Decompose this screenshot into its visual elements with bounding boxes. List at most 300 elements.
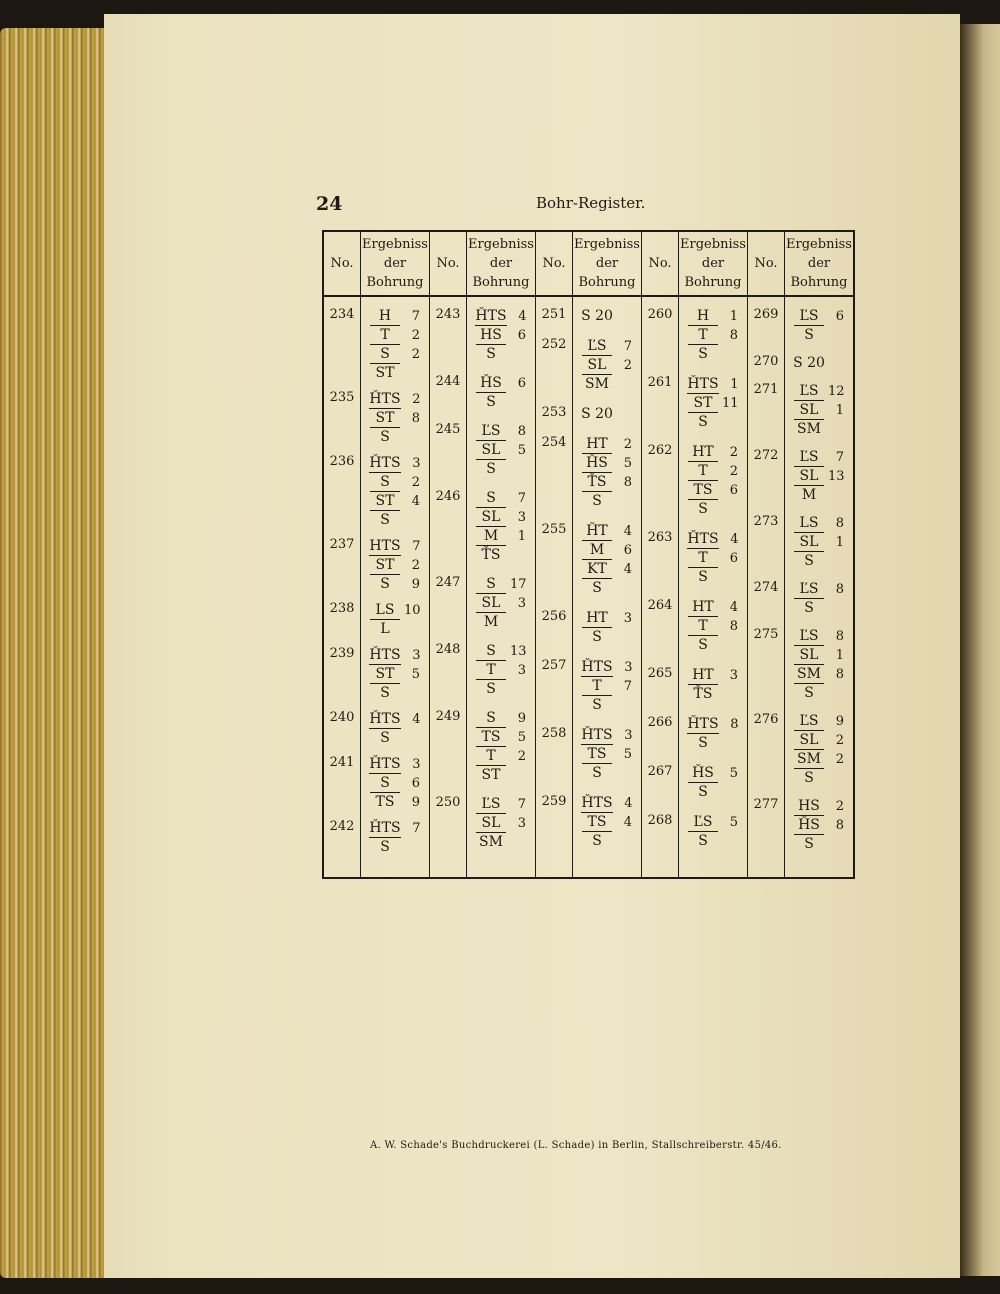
layer-code: H xyxy=(370,307,400,326)
layer-depth: 7 xyxy=(835,450,844,465)
layer-depth xyxy=(616,764,632,783)
layer-code: S xyxy=(476,709,506,728)
layer-code: ȞT xyxy=(582,522,612,541)
result-line xyxy=(361,511,429,530)
layer-depth: 3 xyxy=(412,757,421,772)
register-entry xyxy=(642,598,747,655)
layer-code: S xyxy=(380,730,390,746)
result-line xyxy=(679,326,747,345)
layer-code: ST xyxy=(370,492,400,511)
layer-depth xyxy=(616,579,632,598)
page-number: 24 xyxy=(316,193,343,215)
layer-code: S xyxy=(370,345,400,364)
layer-depth: 1 xyxy=(835,648,844,663)
layer-code: S xyxy=(380,512,390,528)
layer-depth xyxy=(404,428,420,447)
result-line xyxy=(573,658,641,677)
layer-depth: 4 xyxy=(623,524,632,539)
entry-number: 260 xyxy=(647,307,673,322)
layer-code: S xyxy=(380,685,390,701)
layer-depth: 7 xyxy=(517,797,526,812)
layer-code: TS xyxy=(582,745,612,764)
result-line xyxy=(361,473,429,492)
layer-code: ȞTS xyxy=(581,659,613,675)
layer-code: ȞTS xyxy=(369,756,401,772)
entry-number: 259 xyxy=(541,794,567,809)
entry-number: 255 xyxy=(541,522,567,537)
result-line xyxy=(361,537,429,556)
layer-depth xyxy=(616,628,632,647)
layer-depth: 3 xyxy=(517,510,526,525)
entry-number: 237 xyxy=(329,537,355,552)
layer-code: SL xyxy=(794,646,824,665)
layer-depth: 6 xyxy=(623,543,632,558)
result-line xyxy=(785,665,853,684)
layer-depth xyxy=(510,393,526,412)
layer-code: TS xyxy=(476,728,506,747)
layer-depth: 4 xyxy=(411,494,420,509)
layer-code: ST xyxy=(481,767,501,783)
register-entry xyxy=(430,489,535,565)
layer-code: SM xyxy=(794,665,824,684)
layer-code: HT xyxy=(688,598,718,617)
layer-depth: 3 xyxy=(624,660,633,675)
register-entry xyxy=(430,422,535,479)
layer-code: ST xyxy=(688,394,718,413)
result-line xyxy=(467,393,535,412)
layer-depth xyxy=(617,307,633,326)
result-line xyxy=(785,731,853,750)
layer-depth: 2 xyxy=(729,464,738,479)
layer-depth: 6 xyxy=(517,376,526,391)
register-column xyxy=(430,296,536,878)
result-line xyxy=(679,549,747,568)
layer-code: LS xyxy=(370,601,400,620)
facing-page-edge xyxy=(960,24,1000,1276)
result-line xyxy=(785,627,853,646)
result-line xyxy=(573,541,641,560)
result-line xyxy=(785,552,853,571)
result-line xyxy=(573,375,641,394)
layer-depth: 2 xyxy=(835,799,844,814)
register-entry xyxy=(430,709,535,785)
layer-depth: 4 xyxy=(730,532,739,547)
result-line xyxy=(679,636,747,655)
result-line xyxy=(361,345,429,364)
register-entry xyxy=(324,537,429,594)
layer-depth: 6 xyxy=(411,776,420,791)
layer-depth xyxy=(722,568,738,587)
result-line xyxy=(679,443,747,462)
layer-depth: 5 xyxy=(623,456,632,471)
layer-code: S xyxy=(380,429,390,445)
result-line xyxy=(785,514,853,533)
layer-depth: 8 xyxy=(623,475,632,490)
header-no: No. xyxy=(642,231,679,296)
layer-code: S xyxy=(804,553,814,569)
result-line xyxy=(361,307,429,326)
layer-depth: 4 xyxy=(412,712,421,727)
entry-number: 269 xyxy=(753,307,779,322)
layer-depth: 7 xyxy=(517,491,526,506)
layer-depth xyxy=(722,783,738,802)
layer-code: S xyxy=(804,836,814,852)
layer-code: ŤS xyxy=(582,473,612,492)
layer-code: S xyxy=(592,493,602,509)
register-entry xyxy=(536,794,641,851)
layer-depth: 8 xyxy=(729,619,738,634)
header-result: Ergebniss der Bohrung xyxy=(361,231,430,296)
layer-code: SL xyxy=(582,356,612,375)
layer-depth: 4 xyxy=(729,600,738,615)
result-line xyxy=(467,527,535,546)
layer-depth xyxy=(510,613,526,632)
result-line xyxy=(679,345,747,364)
layer-code: S xyxy=(370,473,400,492)
layer-depth: 3 xyxy=(517,663,526,678)
layer-code: TS xyxy=(582,813,612,832)
layer-code: S xyxy=(486,681,496,697)
layer-depth xyxy=(722,413,738,432)
layer-code: ȞTS xyxy=(687,376,719,392)
register-entry xyxy=(748,307,853,345)
result-line xyxy=(573,794,641,813)
result-line xyxy=(573,579,641,598)
result-line xyxy=(679,715,747,734)
register-column xyxy=(642,296,748,878)
entry-number: 246 xyxy=(435,489,461,504)
layer-code: S 20 xyxy=(581,308,613,324)
layer-code: M xyxy=(801,487,817,503)
layer-depth xyxy=(828,769,844,788)
entry-number: 275 xyxy=(753,627,779,642)
layer-depth xyxy=(722,685,738,704)
layer-depth xyxy=(404,620,420,639)
layer-depth xyxy=(616,832,632,851)
layer-code: HT xyxy=(582,609,612,628)
entry-number: 239 xyxy=(329,646,355,661)
layer-code: S xyxy=(698,569,708,585)
result-line xyxy=(785,307,853,326)
entry-number: 238 xyxy=(329,601,355,616)
layer-depth: 5 xyxy=(517,730,526,745)
layer-code: SM xyxy=(794,750,824,769)
layer-depth: 13 xyxy=(510,644,527,659)
layer-code: ȞTS xyxy=(687,716,719,732)
result-line xyxy=(361,390,429,409)
layer-depth xyxy=(722,500,738,519)
result-line xyxy=(573,764,641,783)
layer-code: S xyxy=(592,697,602,713)
layer-code: SL xyxy=(476,441,506,460)
layer-code: L xyxy=(380,621,390,637)
entry-number: 236 xyxy=(329,454,355,469)
layer-code: ĽS xyxy=(476,422,506,441)
layer-depth xyxy=(510,345,526,364)
layer-depth xyxy=(828,552,844,571)
entry-number: 276 xyxy=(753,712,779,727)
layer-code: ĽS xyxy=(794,382,824,401)
layer-depth: 8 xyxy=(730,717,739,732)
entry-number: 274 xyxy=(753,580,779,595)
result-line xyxy=(573,832,641,851)
layer-code: ŤS xyxy=(481,547,501,563)
register-entry xyxy=(748,712,853,788)
layer-code: S xyxy=(592,580,602,596)
entry-number: 241 xyxy=(329,755,355,770)
layer-code: S xyxy=(476,575,506,594)
layer-code: ĽS xyxy=(794,580,824,599)
layer-depth: 6 xyxy=(517,328,526,343)
layer-depth: 3 xyxy=(623,611,632,626)
layer-code: M xyxy=(483,614,499,630)
book-page-edges xyxy=(0,28,112,1278)
result-line xyxy=(679,462,747,481)
layer-depth xyxy=(722,734,738,753)
layer-depth: 4 xyxy=(518,309,527,324)
register-entry xyxy=(642,443,747,519)
entry-number: 240 xyxy=(329,710,355,725)
layer-code: S xyxy=(486,394,496,410)
register-column xyxy=(536,296,642,878)
entry-number: 258 xyxy=(541,726,567,741)
result-line xyxy=(573,356,641,375)
entry-number: 273 xyxy=(753,514,779,529)
layer-code: SL xyxy=(794,467,824,486)
result-line xyxy=(467,489,535,508)
layer-depth xyxy=(510,766,526,785)
layer-depth: 8 xyxy=(835,629,844,644)
layer-depth xyxy=(510,460,526,479)
result-line xyxy=(361,409,429,428)
layer-code: HT xyxy=(582,435,612,454)
result-line xyxy=(785,354,853,373)
entry-number: 253 xyxy=(541,405,567,420)
result-line xyxy=(361,774,429,793)
layer-code: S xyxy=(698,833,708,849)
layer-code: S xyxy=(804,770,814,786)
register-entry xyxy=(430,642,535,699)
layer-depth: 2 xyxy=(623,437,632,452)
result-line xyxy=(785,467,853,486)
layer-depth xyxy=(617,405,633,424)
result-line xyxy=(679,666,747,685)
layer-depth xyxy=(404,364,420,383)
layer-code: S xyxy=(592,765,602,781)
layer-code: T xyxy=(476,747,506,766)
result-line xyxy=(573,813,641,832)
result-line xyxy=(361,665,429,684)
running-head: Bohr-Register. xyxy=(536,194,646,212)
layer-depth: 9 xyxy=(835,714,844,729)
layer-code: KT xyxy=(582,560,612,579)
layer-code: TS xyxy=(688,481,718,500)
layer-code: T xyxy=(370,326,400,345)
result-line xyxy=(785,835,853,854)
result-line xyxy=(467,642,535,661)
layer-depth: 11 xyxy=(722,396,739,411)
layer-depth: 3 xyxy=(412,648,421,663)
register-entry xyxy=(748,514,853,571)
register-entry xyxy=(748,580,853,618)
entry-number: 247 xyxy=(435,575,461,590)
result-line xyxy=(573,492,641,511)
result-line xyxy=(467,728,535,747)
result-line xyxy=(679,832,747,851)
register-entry xyxy=(642,715,747,753)
layer-code: T xyxy=(688,326,718,345)
result-line xyxy=(361,601,429,620)
layer-code: ȞS xyxy=(794,816,824,835)
layer-code: HS xyxy=(794,797,824,816)
layer-code: SM xyxy=(797,421,821,437)
result-line xyxy=(785,769,853,788)
layer-depth: 7 xyxy=(623,679,632,694)
layer-code: SM xyxy=(479,834,503,850)
layer-code: S xyxy=(698,735,708,751)
layer-code: HS xyxy=(476,326,506,345)
layer-code: S xyxy=(698,784,708,800)
layer-depth: 1 xyxy=(835,535,844,550)
layer-code: M xyxy=(582,541,612,560)
entry-number: 249 xyxy=(435,709,461,724)
layer-code: S xyxy=(486,461,496,477)
result-line xyxy=(785,401,853,420)
layer-depth xyxy=(828,486,844,505)
layer-depth: 2 xyxy=(729,445,738,460)
layer-depth: 2 xyxy=(412,392,421,407)
result-line xyxy=(679,598,747,617)
entry-number: 235 xyxy=(329,390,355,405)
layer-code: ST xyxy=(370,556,400,575)
entry-number: 265 xyxy=(647,666,673,681)
layer-code: S xyxy=(592,629,602,645)
layer-code: LS xyxy=(794,514,824,533)
layer-code: HT xyxy=(688,443,718,462)
layer-depth: 8 xyxy=(835,516,844,531)
layer-code: ŤS xyxy=(693,686,713,702)
layer-depth: 8 xyxy=(835,582,844,597)
layer-code: SM xyxy=(585,376,609,392)
layer-depth xyxy=(722,345,738,364)
entry-number: 277 xyxy=(753,797,779,812)
layer-code: S xyxy=(804,685,814,701)
result-line xyxy=(467,709,535,728)
layer-depth: 2 xyxy=(411,328,420,343)
entry-number: 270 xyxy=(753,354,779,369)
layer-code: T xyxy=(688,617,718,636)
layer-code: S xyxy=(804,327,814,343)
layer-depth: 5 xyxy=(411,667,420,682)
layer-depth: 2 xyxy=(835,752,844,767)
layer-depth: 3 xyxy=(729,668,738,683)
header-no: No. xyxy=(430,231,467,296)
entry-number: 242 xyxy=(329,819,355,834)
result-line xyxy=(467,508,535,527)
result-line xyxy=(785,797,853,816)
entry-number: 256 xyxy=(541,609,567,624)
layer-depth: 2 xyxy=(411,558,420,573)
layer-depth: 8 xyxy=(729,328,738,343)
layer-code: ȞTS xyxy=(687,531,719,547)
layer-code: SL xyxy=(476,594,506,613)
entry-number: 250 xyxy=(435,795,461,810)
layer-code: S xyxy=(476,642,506,661)
result-line xyxy=(785,326,853,345)
layer-depth: 12 xyxy=(828,384,845,399)
result-line xyxy=(785,712,853,731)
register-entry xyxy=(324,390,429,447)
layer-code: HT xyxy=(688,666,718,685)
result-line xyxy=(679,734,747,753)
layer-code: T xyxy=(582,677,612,696)
layer-depth xyxy=(404,684,420,703)
layer-code: SL xyxy=(476,508,506,527)
layer-code: ST xyxy=(370,665,400,684)
register-entry xyxy=(430,307,535,364)
result-line xyxy=(467,680,535,699)
result-line xyxy=(679,500,747,519)
layer-depth: 4 xyxy=(623,815,632,830)
layer-depth: 7 xyxy=(412,821,421,836)
result-line xyxy=(361,492,429,511)
layer-code: S xyxy=(698,501,708,517)
layer-code: T xyxy=(476,661,506,680)
result-line xyxy=(467,766,535,785)
result-line xyxy=(467,594,535,613)
result-line xyxy=(785,382,853,401)
result-line xyxy=(785,816,853,835)
register-entry xyxy=(324,307,429,383)
result-line xyxy=(361,793,429,812)
register-entry xyxy=(324,819,429,857)
layer-depth: 3 xyxy=(517,596,526,611)
register-entry xyxy=(536,522,641,598)
layer-code: H xyxy=(688,307,718,326)
header-result: Ergebniss der Bohrung xyxy=(573,231,642,296)
register-entry xyxy=(430,374,535,412)
layer-code: SL xyxy=(794,401,824,420)
layer-code: ȞTS xyxy=(369,820,401,836)
entry-number: 263 xyxy=(647,530,673,545)
layer-depth: 4 xyxy=(623,562,632,577)
layer-depth: 7 xyxy=(412,539,421,554)
result-line xyxy=(679,394,747,413)
layer-depth xyxy=(616,696,632,715)
result-line xyxy=(361,620,429,639)
result-line xyxy=(679,685,747,704)
entry-number: 245 xyxy=(435,422,461,437)
register-entry xyxy=(748,354,853,373)
layer-code: HTS xyxy=(369,538,401,554)
layer-depth: 2 xyxy=(411,347,420,362)
result-line xyxy=(679,530,747,549)
result-line xyxy=(573,454,641,473)
layer-code: S xyxy=(380,839,390,855)
layer-depth: 8 xyxy=(835,818,844,833)
result-line xyxy=(573,609,641,628)
result-line xyxy=(467,814,535,833)
result-line xyxy=(785,684,853,703)
result-line xyxy=(467,661,535,680)
result-line xyxy=(679,307,747,326)
entry-number: 257 xyxy=(541,658,567,673)
result-line xyxy=(467,575,535,594)
result-line xyxy=(467,460,535,479)
layer-depth xyxy=(829,354,845,373)
result-line xyxy=(679,375,747,394)
result-line xyxy=(467,326,535,345)
